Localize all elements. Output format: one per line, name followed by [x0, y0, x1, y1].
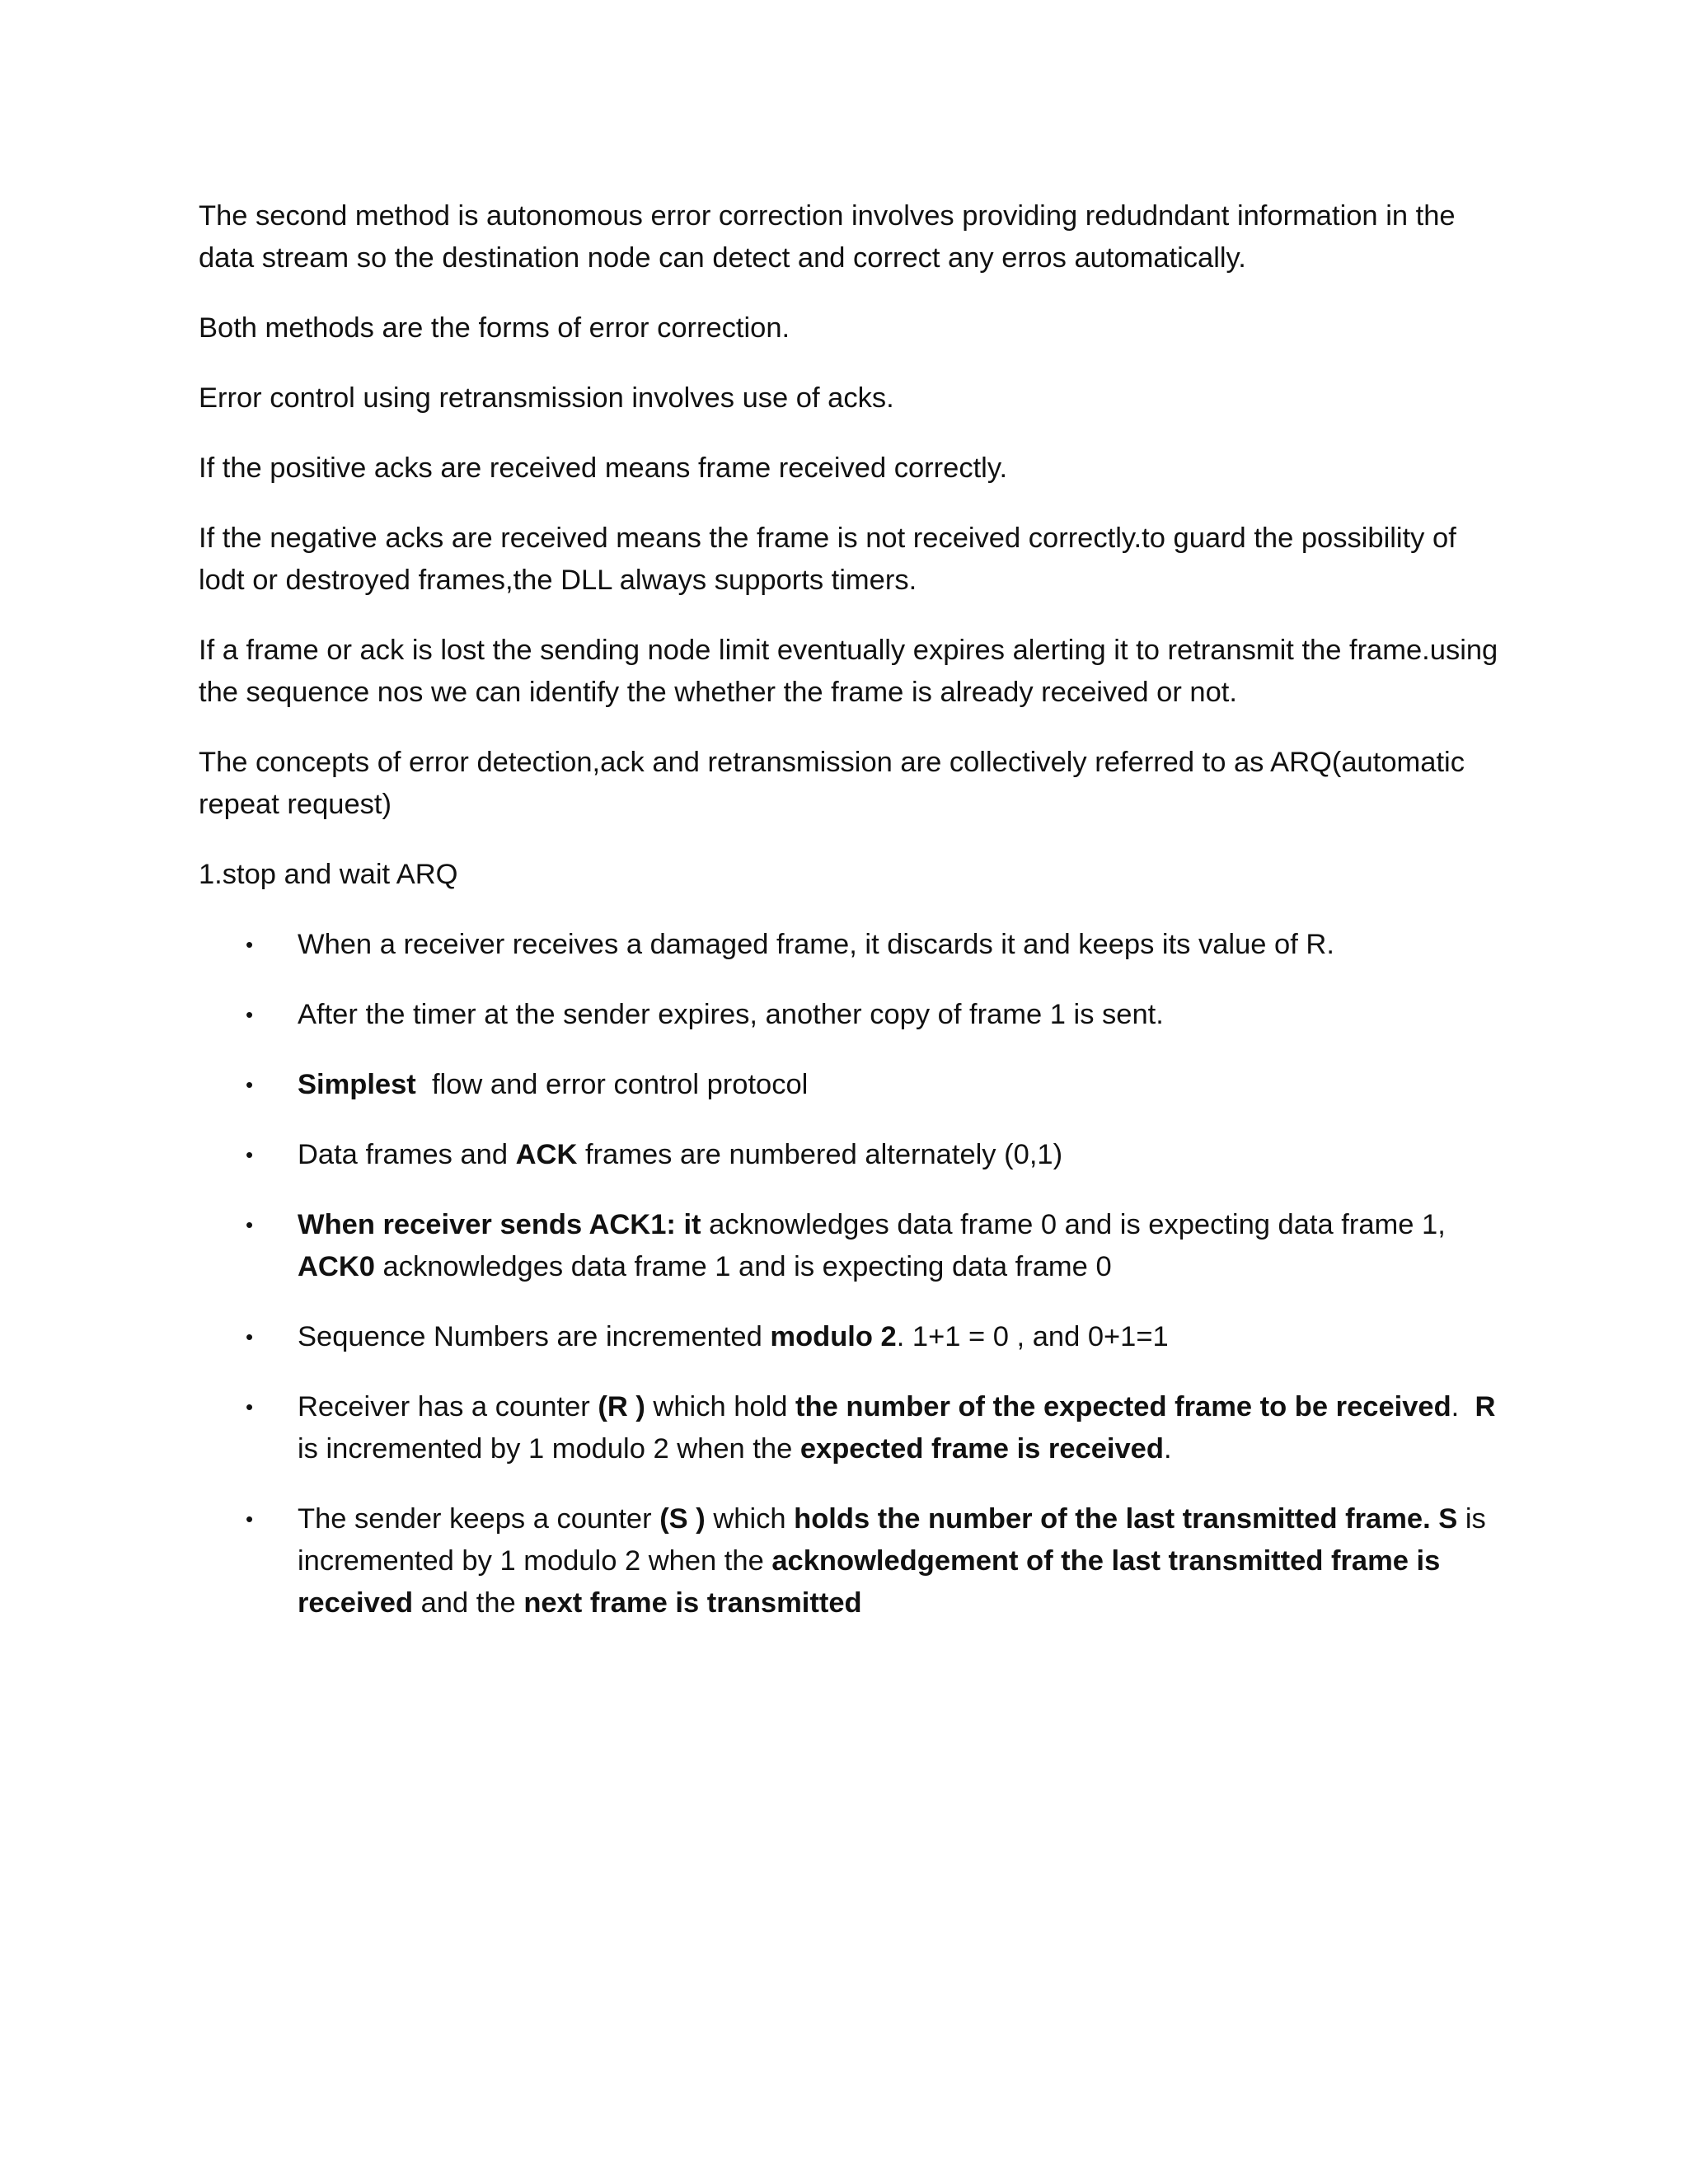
bullet-item [199, 924, 1501, 966]
bold-run: modulo 2 [770, 1321, 897, 1352]
section-heading: 1.stop and wait ARQ [199, 859, 458, 890]
bullet-symbol: • [246, 1002, 254, 1027]
bullet-list [199, 924, 1501, 1624]
paragraph-both-methods: Both methods are the forms of error correction. [199, 312, 790, 344]
bullet-item [199, 1204, 1501, 1288]
bold-run: the number of the expected frame to be received [795, 1391, 1451, 1422]
bullet-item [199, 1498, 1501, 1624]
text-run: is incremented by 1 modulo 2 when the [298, 1391, 1503, 1465]
bullet-text [298, 1321, 1169, 1352]
paragraph-autonomous-correction: The second method is autonomous error correction involves providing redudndant information in the data stream so the destination node can detect and correct any erros automatically. [199, 200, 1456, 274]
bold-run: (S ) [659, 1503, 706, 1535]
bullet-item [199, 1134, 1501, 1176]
text-run: . [1163, 1433, 1172, 1465]
text-run: which [705, 1503, 795, 1535]
bullet-item [199, 994, 1501, 1036]
bold-run: R [1475, 1391, 1496, 1422]
text-run: and the [413, 1587, 524, 1619]
bold-run: expected frame is received [799, 1433, 1164, 1465]
bold-run: (R ) [598, 1391, 645, 1422]
text-run: The sender keeps a counter [298, 1503, 660, 1535]
text-run: which hold [645, 1391, 796, 1422]
bullet-text [298, 1391, 1503, 1465]
text-run: Data frames and [298, 1139, 516, 1170]
bullet-symbol: • [246, 1142, 254, 1167]
bold-run: When receiver sends ACK1: it [298, 1209, 701, 1240]
bold-run: Simplest [298, 1069, 416, 1100]
bullet-text [298, 1069, 808, 1100]
paragraph-positive-acks: If the positive acks are received means frame received correctly. [199, 452, 1008, 484]
bullet-symbol: • [246, 1072, 254, 1097]
text-run: . 1+1 = 0 , and 0+1=1 [896, 1321, 1169, 1352]
text-run: flow and error control protocol [415, 1069, 809, 1100]
bold-run: next frame is transmitted [523, 1587, 862, 1619]
text-run: acknowledges data frame 1 and is expecting data frame 0 [374, 1251, 1112, 1282]
bullet-symbol: • [246, 932, 254, 957]
bullet-symbol: • [246, 1507, 254, 1531]
bold-run: acknowledgement of the last transmitted frame is received [298, 1545, 1448, 1619]
text-run: When a receiver receives a damaged frame, it discards it and keeps its value of R. [298, 929, 1334, 960]
bold-run: ACK [515, 1139, 578, 1170]
bullet-text [298, 1503, 1493, 1619]
bold-run: holds the number of the last transmitted frame. S [794, 1503, 1458, 1535]
bullet-text [298, 929, 1334, 960]
bullet-text [298, 999, 1164, 1030]
text-run: After the timer at the sender expires, another copy of frame 1 is sent. [298, 999, 1164, 1030]
bullet-symbol: • [246, 1394, 254, 1419]
bold-run: ACK0 [298, 1251, 375, 1282]
document-body [199, 195, 1501, 1652]
paragraph-lost-frame: If a frame or ack is lost the sending node limit eventually expires alerting it to retransmit the frame.using the sequence nos we can identify the whether the frame is already received or not. [199, 635, 1498, 708]
paragraph-retransmission-acks: Error control using retransmission involves use of acks. [199, 382, 894, 414]
bullet-symbol: • [246, 1212, 254, 1237]
bullet-item [199, 1064, 1501, 1106]
bullet-item [199, 1386, 1501, 1470]
text-run: frames are numbered alternately (0,1) [577, 1139, 1063, 1170]
bullet-text [298, 1139, 1062, 1170]
text-run: is incremented by 1 modulo 2 when the [298, 1503, 1494, 1577]
text-run: Sequence Numbers are incremented [298, 1321, 771, 1352]
paragraph-negative-acks: If the negative acks are received means the frame is not received correctly.to guard the possibility of lodt or destroyed frames,the DLL always supports timers. [199, 523, 1456, 596]
bullet-symbol: • [246, 1324, 254, 1349]
bullet-item [199, 1316, 1501, 1358]
text-run: Receiver has a counter [298, 1391, 598, 1422]
text-run: acknowledges data frame 0 and is expecting data frame 1, [701, 1209, 1454, 1240]
paragraph-arq-definition: The concepts of error detection,ack and retransmission are collectively referred to as ARQ(automatic repeat request) [199, 747, 1465, 820]
text-run: . [1451, 1391, 1475, 1422]
bullet-text [298, 1209, 1453, 1282]
